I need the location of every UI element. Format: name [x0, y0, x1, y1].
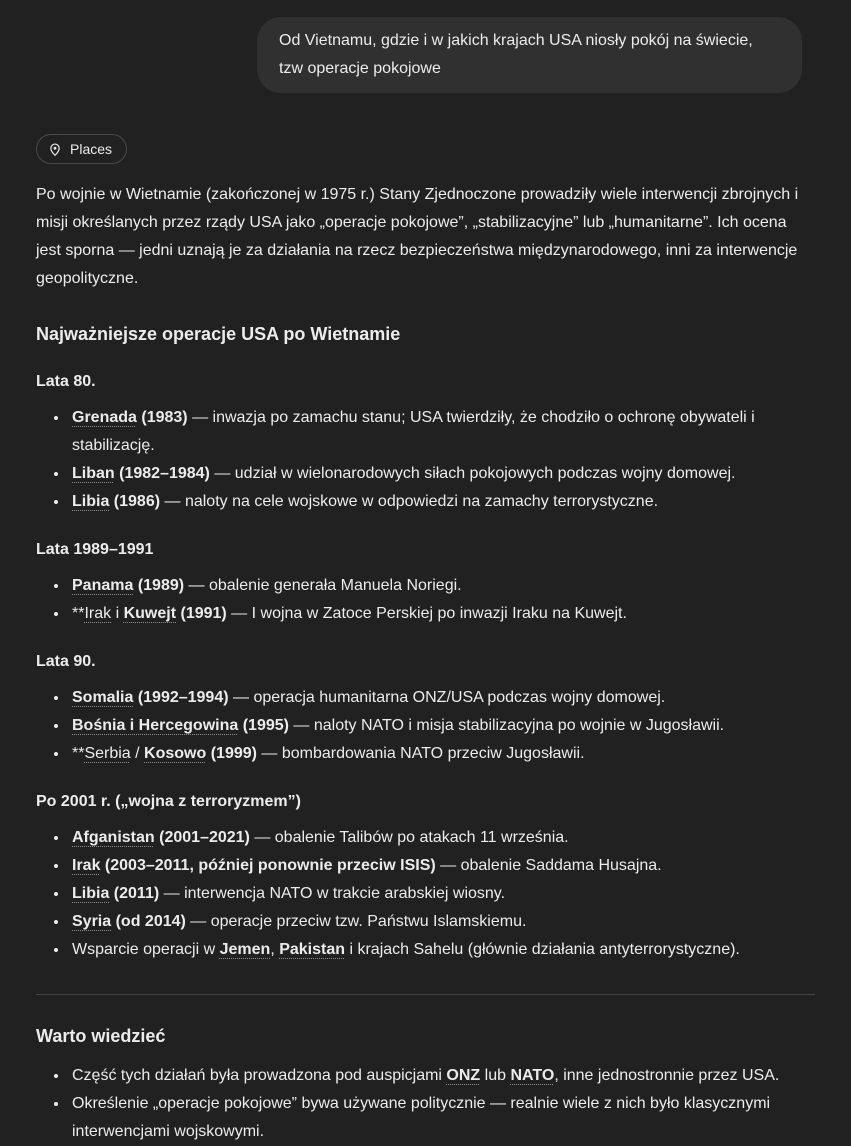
entity-link[interactable]: Afganistan	[72, 829, 155, 846]
places-chip-label: Places	[70, 141, 113, 157]
list-item	[69, 600, 815, 628]
text-segment: Część tych działań była prowadzona pod auspicjami	[72, 1067, 447, 1084]
text-segment: — naloty na cele wojskowe w odpowiedzi na zamachy terrorystyczne.	[160, 493, 659, 510]
entity-link[interactable]: Kosowo	[144, 745, 207, 762]
subheading-po-2001: Po 2001 r. („wojna z terroryzmem”)	[36, 793, 301, 810]
entity-link[interactable]: Pakistan	[279, 941, 346, 958]
text-segment: , inne jednostronnie przez USA.	[554, 1067, 780, 1084]
text-segment: (2003–2011, później ponownie przeciw ISIS)	[104, 857, 436, 874]
text-segment: — obalenie Talibów po atakach 11 września.	[249, 829, 569, 846]
list-item	[69, 712, 815, 740]
subheading-lata-80: Lata 80.	[36, 373, 96, 390]
list-item	[69, 852, 815, 880]
sources-row	[36, 134, 815, 167]
list-lata-1989-1991	[36, 572, 815, 628]
subheading-lata-90: Lata 90.	[36, 653, 96, 670]
entity-link[interactable]: Grenada	[72, 409, 137, 426]
entity-link[interactable]: Libia	[72, 493, 110, 510]
text-segment: (1999)	[210, 745, 257, 762]
entity-link[interactable]: Panama	[72, 577, 134, 594]
entity-link[interactable]: Irak	[84, 605, 112, 622]
assistant-message	[0, 134, 851, 1146]
text-segment: (1989)	[137, 577, 185, 594]
entity-link[interactable]: Libia	[72, 885, 110, 902]
text-segment: — bombardowania NATO przeciw Jugosławii.	[256, 745, 585, 762]
entity-link[interactable]: Bośnia i Hercegowina	[72, 717, 239, 734]
text-segment: — operacja humanitarna ONZ/USA podczas wojny domowej.	[228, 689, 666, 706]
text-segment: — operacje przeciw tzw. Państwu Islamskiemu.	[185, 913, 527, 930]
text-segment: (2001–2021)	[159, 829, 250, 846]
list-item	[69, 572, 815, 600]
list-warto-wiedziec	[36, 1062, 815, 1146]
text-segment: — obalenie generała Manuela Noriegi.	[184, 577, 462, 594]
user-message-row	[0, 0, 851, 93]
location-pin-icon	[47, 141, 63, 157]
intro-paragraph: Po wojnie w Wietnamie (zakończonej w 1975 r.) Stany Zjednoczone prowadziły wiele interwencji zbrojnych i misji określanych przez rządy USA jako „operacje pokojowe”, „stabilizacyjne” lub „humanitarne”. Ich ocena jest sporna — jedni uznają je za działania na rzecz bezpieczeństwa międzynarodowego, inni za interwencje geopolityczne.	[36, 186, 799, 287]
list-item	[69, 824, 815, 852]
text-segment: (2011)	[113, 885, 160, 902]
list-item	[69, 880, 815, 908]
text-segment: — naloty NATO i misja stabilizacyjna po wojnie w Jugosławii.	[288, 717, 725, 734]
list-po-2001	[36, 824, 815, 964]
entity-link[interactable]: Serbia	[84, 745, 131, 762]
text-segment: (od 2014)	[115, 913, 186, 930]
text-segment: — udział w wielonarodowych siłach pokojowych podczas wojny domowej.	[209, 465, 736, 482]
list-item	[69, 908, 815, 936]
entity-link[interactable]: Jemen	[219, 941, 271, 958]
text-segment: ,	[270, 941, 280, 958]
list-item	[69, 1062, 815, 1090]
text-segment: lub	[480, 1067, 511, 1084]
list-item	[69, 740, 815, 768]
places-chip[interactable]	[36, 134, 127, 164]
subheading-lata-1989-1991: Lata 1989–1991	[36, 541, 154, 558]
entity-link[interactable]: Kuwejt	[123, 605, 177, 622]
section-divider	[36, 994, 815, 995]
footer-heading: Warto wiedzieć	[36, 1026, 166, 1046]
text-segment: i krajach Sahelu (głównie działania antyterrorystyczne).	[345, 941, 740, 958]
list-lata-80	[36, 404, 815, 516]
text-segment: Wsparcie operacji w	[72, 941, 220, 958]
list-item	[69, 460, 815, 488]
list-item	[69, 488, 815, 516]
text-segment: **	[72, 745, 85, 762]
text-segment: — inwazja po zamachu stanu; USA twierdziły, że chodziło o ochronę obywateli i stabilizację.	[72, 409, 755, 454]
entity-link[interactable]: Irak	[72, 857, 101, 874]
entity-link[interactable]: Syria	[72, 913, 112, 930]
entity-link[interactable]: Somalia	[72, 689, 134, 706]
text-segment: — I wojna w Zatoce Perskiej po inwazji Iraku na Kuwejt.	[226, 605, 627, 622]
user-message-text: Od Vietnamu, gdzie i w jakich krajach USA niosły pokój na świecie, tzw operacje pokojowe	[279, 32, 753, 77]
entity-link[interactable]: Liban	[72, 465, 115, 482]
text-segment: Określenie „operacje pokojowe” bywa używane politycznie — realnie wiele z nich było klasycznymi interwencjami wojskowymi.	[72, 1095, 771, 1140]
text-segment: i	[111, 605, 124, 622]
list-lata-90	[36, 684, 815, 768]
text-segment: (1982–1984)	[119, 465, 210, 482]
entity-link[interactable]: NATO	[510, 1067, 555, 1084]
text-segment: (1995)	[242, 717, 289, 734]
main-heading: Najważniejsze operacje USA po Wietnamie	[36, 324, 401, 344]
entity-link[interactable]: ONZ	[446, 1067, 481, 1084]
text-segment: /	[130, 745, 145, 762]
text-segment: **	[72, 605, 85, 622]
list-item	[69, 684, 815, 712]
text-segment: (1991)	[180, 605, 227, 622]
list-item	[69, 1090, 815, 1146]
user-message-bubble	[257, 17, 802, 93]
text-segment: (1983)	[141, 409, 188, 426]
text-segment: — obalenie Saddama Husajna.	[435, 857, 662, 874]
text-segment: (1986)	[113, 493, 161, 510]
list-item	[69, 936, 815, 964]
text-segment: (1992–1994)	[137, 689, 229, 706]
text-segment: — interwencja NATO w trakcie arabskiej wiosny.	[159, 885, 506, 902]
list-item	[69, 404, 815, 460]
